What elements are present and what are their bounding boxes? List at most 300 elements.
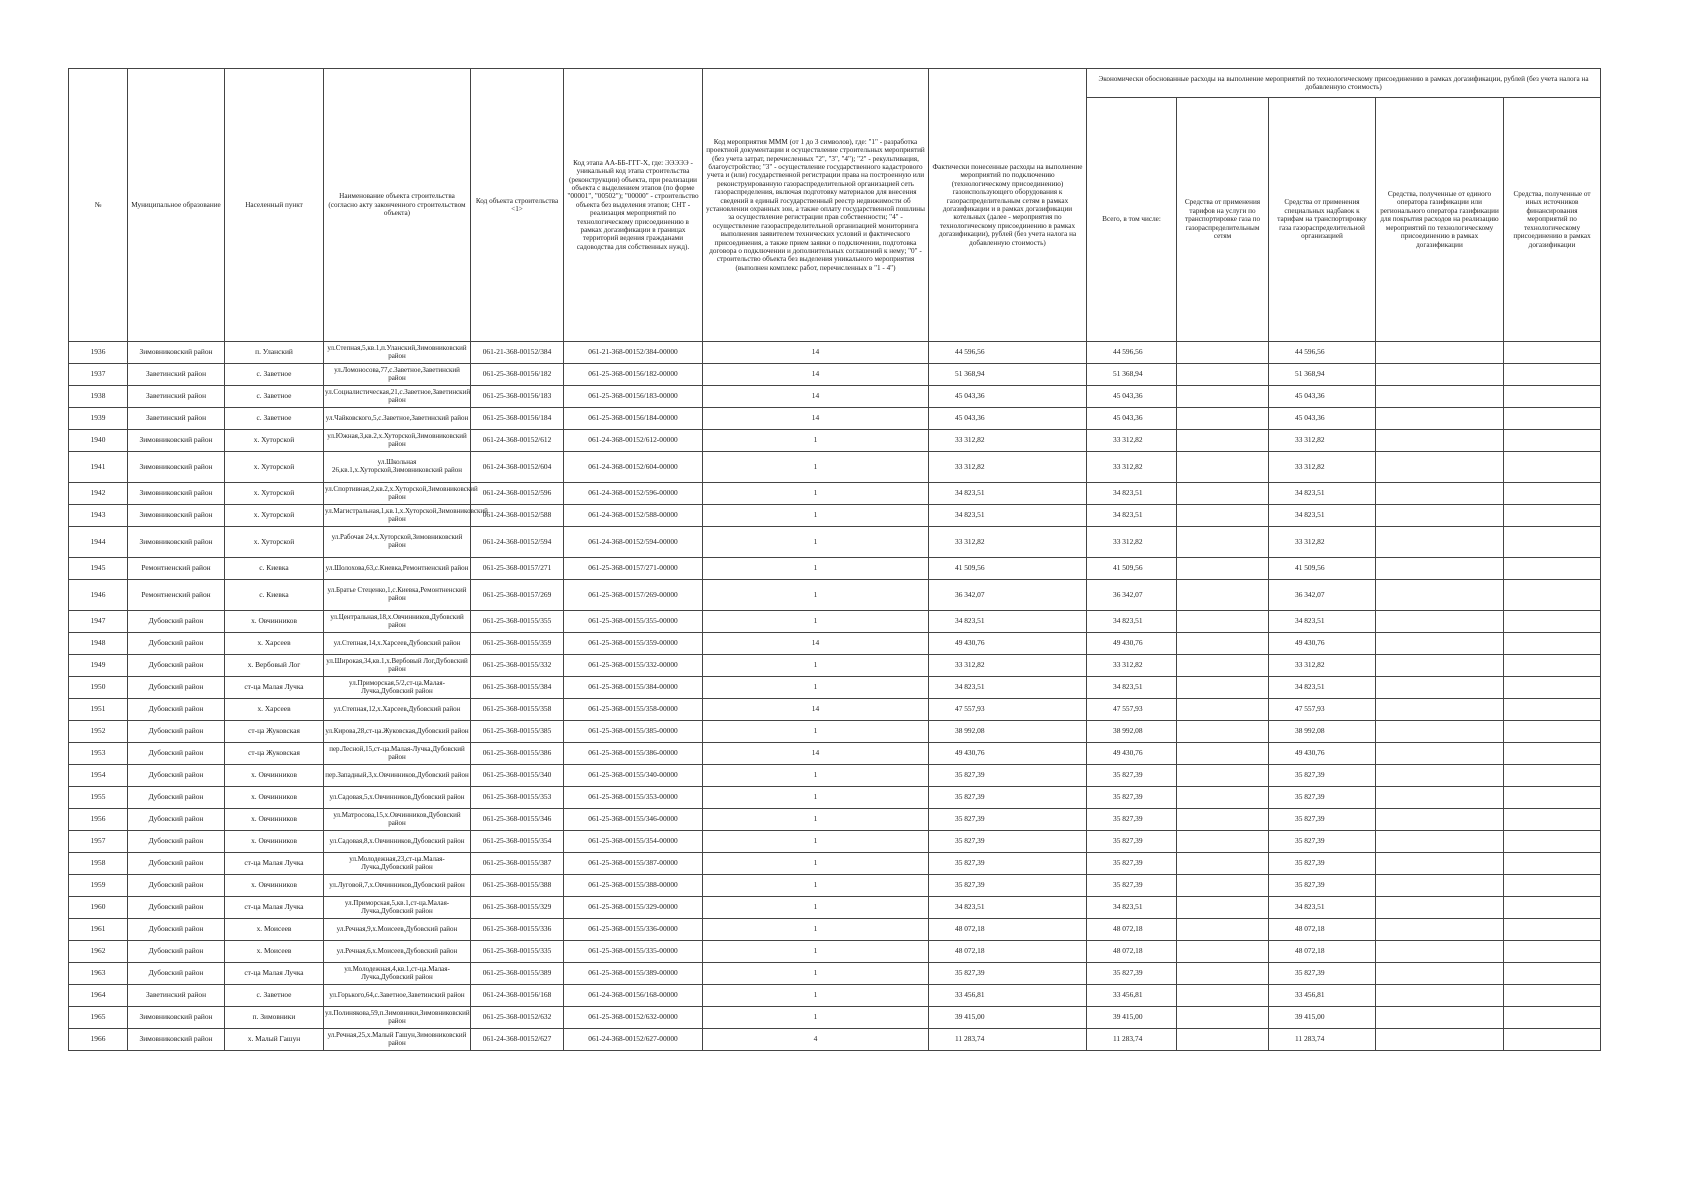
cell-other [1504, 699, 1601, 721]
cell-tariff [1177, 699, 1269, 721]
cell-municipality: Дубовский район [128, 743, 225, 765]
table-row [69, 342, 1601, 364]
cell-settlement: х. Овчинников [225, 831, 324, 853]
cell-other [1504, 765, 1601, 787]
cell-tariff [1177, 721, 1269, 743]
cell-municipality: Дубовский район [128, 655, 225, 677]
cell-operator [1376, 1029, 1504, 1051]
cell-stage-code: 061-25-368-00155/385-00000 [564, 721, 703, 743]
table-row [69, 430, 1601, 452]
header-object-code: Код объекта строительства <1> [471, 69, 564, 342]
cell-tariff [1177, 505, 1269, 527]
cell-municipality: Заветинский район [128, 364, 225, 386]
cell-actual-costs: 47 557,93 [929, 699, 1087, 721]
cell-total: 39 415,00 [1087, 1007, 1177, 1029]
cell-object-code: 061-25-368-00155/389 [471, 963, 564, 985]
cell-total: 35 827,39 [1087, 787, 1177, 809]
cell-other [1504, 919, 1601, 941]
cell-stage-code: 061-25-368-00155/332-00000 [564, 655, 703, 677]
cell-other [1504, 985, 1601, 1007]
cell-tariff [1177, 743, 1269, 765]
cell-settlement: х. Овчинников [225, 787, 324, 809]
cell-no: 1959 [69, 875, 128, 897]
cell-operator [1376, 1007, 1504, 1029]
cell-stage-code: 061-24-368-00152/604-00000 [564, 452, 703, 483]
cell-surcharge: 33 312,82 [1269, 655, 1376, 677]
cell-other [1504, 677, 1601, 699]
table-row [69, 558, 1601, 580]
cell-actual-costs: 34 823,51 [929, 505, 1087, 527]
cell-other [1504, 1007, 1601, 1029]
cell-stage-code: 061-25-368-00157/269-00000 [564, 580, 703, 611]
cell-operator [1376, 765, 1504, 787]
cell-municipality: Дубовский район [128, 831, 225, 853]
cell-tariff [1177, 580, 1269, 611]
cell-municipality: Зимовниковский район [128, 452, 225, 483]
cell-operator [1376, 853, 1504, 875]
cell-tariff [1177, 919, 1269, 941]
cell-settlement: х. Овчинников [225, 875, 324, 897]
cell-municipality: Дубовский район [128, 919, 225, 941]
cell-operator [1376, 985, 1504, 1007]
cell-operator [1376, 386, 1504, 408]
cell-total: 41 509,56 [1087, 558, 1177, 580]
cell-total: 33 312,82 [1087, 452, 1177, 483]
cell-object-name: ул.Магистральная,1,кв.1,х.Хуторской,Зимовниковский район [324, 505, 471, 527]
cell-settlement: х. Вербовый Лог [225, 655, 324, 677]
cell-tariff [1177, 853, 1269, 875]
cell-actual-costs: 49 430,76 [929, 743, 1087, 765]
cell-object-code: 061-25-368-00155/335 [471, 941, 564, 963]
cell-municipality: Ремонтненский район [128, 580, 225, 611]
cell-no: 1949 [69, 655, 128, 677]
cell-other [1504, 430, 1601, 452]
table-row [69, 985, 1601, 1007]
cell-object-name: ул.Матросова,15,х.Овчинников,Дубовский район [324, 809, 471, 831]
cell-object-code: 061-25-368-00157/269 [471, 580, 564, 611]
cell-tariff [1177, 408, 1269, 430]
cell-event-code: 1 [703, 765, 929, 787]
cell-surcharge: 41 509,56 [1269, 558, 1376, 580]
table-row [69, 1007, 1601, 1029]
cell-municipality: Дубовский район [128, 875, 225, 897]
cell-actual-costs: 33 312,82 [929, 527, 1087, 558]
cell-object-name: ул.Школьная 26,кв.1,х.Хуторской,Зимовниковский район [324, 452, 471, 483]
cell-operator [1376, 831, 1504, 853]
cell-event-code: 1 [703, 452, 929, 483]
cell-total: 35 827,39 [1087, 809, 1177, 831]
cell-object-name: ул.Социалистическая,21,с.Заветное,Заветинский район [324, 386, 471, 408]
cell-other [1504, 655, 1601, 677]
cell-actual-costs: 39 415,00 [929, 1007, 1087, 1029]
cell-event-code: 1 [703, 611, 929, 633]
cell-event-code: 1 [703, 483, 929, 505]
cell-no: 1955 [69, 787, 128, 809]
cell-surcharge: 35 827,39 [1269, 831, 1376, 853]
cell-actual-costs: 35 827,39 [929, 853, 1087, 875]
cell-total: 35 827,39 [1087, 765, 1177, 787]
cell-municipality: Зимовниковский район [128, 1029, 225, 1051]
table-row [69, 897, 1601, 919]
cell-actual-costs: 33 312,82 [929, 430, 1087, 452]
cell-actual-costs: 51 368,94 [929, 364, 1087, 386]
cell-tariff [1177, 558, 1269, 580]
cell-object-name: ул.Приморская,5,кв.1,ст-ца.Малая-Лучка,Дубовский район [324, 897, 471, 919]
cell-stage-code: 061-25-368-00155/329-00000 [564, 897, 703, 919]
cell-stage-code: 061-25-368-00157/271-00000 [564, 558, 703, 580]
cell-other [1504, 452, 1601, 483]
table-row [69, 787, 1601, 809]
cell-total: 38 992,08 [1087, 721, 1177, 743]
cell-object-name: ул.Широкая,34,кв.1,х.Вербовый Лог,Дубовский район [324, 655, 471, 677]
cell-no: 1956 [69, 809, 128, 831]
cell-event-code: 1 [703, 655, 929, 677]
cell-no: 1947 [69, 611, 128, 633]
cell-municipality: Зимовниковский район [128, 483, 225, 505]
cell-municipality: Зимовниковский район [128, 1007, 225, 1029]
cell-no: 1946 [69, 580, 128, 611]
cell-settlement: ст-ца Малая Лучка [225, 677, 324, 699]
cell-other [1504, 633, 1601, 655]
cell-tariff [1177, 633, 1269, 655]
cell-no: 1950 [69, 677, 128, 699]
cell-stage-code: 061-21-368-00152/384-00000 [564, 342, 703, 364]
cell-actual-costs: 35 827,39 [929, 809, 1087, 831]
cell-stage-code: 061-25-368-00155/389-00000 [564, 963, 703, 985]
cell-no: 1940 [69, 430, 128, 452]
cell-object-code: 061-25-368-00152/632 [471, 1007, 564, 1029]
table-row [69, 721, 1601, 743]
cell-settlement: п. Зимовники [225, 1007, 324, 1029]
cell-operator [1376, 963, 1504, 985]
cell-tariff [1177, 985, 1269, 1007]
table-row [69, 853, 1601, 875]
cell-tariff [1177, 941, 1269, 963]
cell-object-name: ул.Рабочая 24,х.Хуторской,Зимовниковский район [324, 527, 471, 558]
cell-actual-costs: 34 823,51 [929, 677, 1087, 699]
cell-other [1504, 875, 1601, 897]
cell-other [1504, 743, 1601, 765]
cell-no: 1954 [69, 765, 128, 787]
cell-object-code: 061-24-368-00152/604 [471, 452, 564, 483]
cell-stage-code: 061-25-368-00152/632-00000 [564, 1007, 703, 1029]
cell-tariff [1177, 611, 1269, 633]
cell-object-code: 061-24-368-00152/612 [471, 430, 564, 452]
cell-object-name: ул.Речная,6,х.Моисеев,Дубовский район [324, 941, 471, 963]
cell-total: 45 043,36 [1087, 408, 1177, 430]
cell-stage-code: 061-25-368-00156/183-00000 [564, 386, 703, 408]
cell-settlement: х. Хуторской [225, 505, 324, 527]
cell-other [1504, 941, 1601, 963]
cell-tariff [1177, 483, 1269, 505]
cell-tariff [1177, 342, 1269, 364]
cell-surcharge: 47 557,93 [1269, 699, 1376, 721]
cell-settlement: с. Заветное [225, 364, 324, 386]
cell-object-code: 061-24-368-00152/627 [471, 1029, 564, 1051]
table-row [69, 408, 1601, 430]
cell-no: 1936 [69, 342, 128, 364]
cell-total: 49 430,76 [1087, 633, 1177, 655]
cell-no: 1944 [69, 527, 128, 558]
cell-operator [1376, 919, 1504, 941]
cell-surcharge: 34 823,51 [1269, 897, 1376, 919]
cell-no: 1943 [69, 505, 128, 527]
cell-other [1504, 408, 1601, 430]
cell-total: 35 827,39 [1087, 853, 1177, 875]
cell-no: 1939 [69, 408, 128, 430]
cell-surcharge: 36 342,07 [1269, 580, 1376, 611]
cell-operator [1376, 558, 1504, 580]
cell-actual-costs: 33 312,82 [929, 655, 1087, 677]
cell-total: 35 827,39 [1087, 875, 1177, 897]
cell-surcharge: 49 430,76 [1269, 743, 1376, 765]
cell-object-name: ул.Садовая,5,х.Овчинников,Дубовский район [324, 787, 471, 809]
cell-event-code: 1 [703, 941, 929, 963]
cell-actual-costs: 33 456,81 [929, 985, 1087, 1007]
cell-other [1504, 1029, 1601, 1051]
cell-operator [1376, 505, 1504, 527]
cell-surcharge: 35 827,39 [1269, 963, 1376, 985]
cell-municipality: Дубовский район [128, 809, 225, 831]
cell-object-name: ул.Степная,5,кв.1,п.Уланский,Зимовниковский район [324, 342, 471, 364]
cell-no: 1957 [69, 831, 128, 853]
cell-tariff [1177, 1007, 1269, 1029]
cell-actual-costs: 35 827,39 [929, 963, 1087, 985]
cell-event-code: 1 [703, 721, 929, 743]
cell-tariff [1177, 677, 1269, 699]
cell-object-code: 061-24-368-00156/168 [471, 985, 564, 1007]
cell-settlement: с. Заветное [225, 408, 324, 430]
cell-surcharge: 34 823,51 [1269, 483, 1376, 505]
cell-object-name: пер.Западный,3,х.Овчинников,Дубовский район [324, 765, 471, 787]
cell-event-code: 1 [703, 580, 929, 611]
cell-event-code: 1 [703, 919, 929, 941]
cell-stage-code: 061-25-368-00155/340-00000 [564, 765, 703, 787]
cell-actual-costs: 35 827,39 [929, 875, 1087, 897]
cell-tariff [1177, 831, 1269, 853]
cell-settlement: п. Уланский [225, 342, 324, 364]
cell-stage-code: 061-24-368-00152/612-00000 [564, 430, 703, 452]
header-event-code: Код мероприятия МММ (от 1 до 3 символов), где: "1" - разработка проектной документации и осуществление строительных мероприятий (без учета затрат, перечисленных "2", "3", "4"); "2" - рекультивация, благоустройство; "3" - осуществление государственного кадастрового учета и (или) государственной регистрации права на построенную или реконструированную газораспределительной организацией сеть газораспределения, включая подготовку материалов для внесения сведений в единый государственный реестр недвижимости об установлении охранных зон, а также оплату государственной пошлины за осуществление регистрации прав собственности; "4" - осуществление газораспределительной организацией мониторинга выполнения заявителем технических условий и фактического присоединения, а также прием заявки о подключении, подготовка договора о подключении и дополнительных соглашений к нему; "0" - строительство объекта без выделения уникального мероприятия (выполнен комплекс работ, перечисленных в "1 - 4") [703, 69, 929, 342]
cell-settlement: ст-ца Жуковская [225, 743, 324, 765]
cell-no: 1945 [69, 558, 128, 580]
cell-object-name: ул.Луговой,7,х.Овчинников,Дубовский район [324, 875, 471, 897]
header-municipality: Муниципальное образование [128, 69, 225, 342]
header-surcharge: Средства от применения специальных надбавок к тарифам на транспортировку газа газораспределительной организацией [1269, 98, 1376, 342]
cell-actual-costs: 48 072,18 [929, 919, 1087, 941]
cell-total: 34 823,51 [1087, 505, 1177, 527]
header-total: Всего, в том числе: [1087, 98, 1177, 342]
cell-stage-code: 061-25-368-00155/336-00000 [564, 919, 703, 941]
cell-operator [1376, 655, 1504, 677]
cell-municipality: Зимовниковский район [128, 342, 225, 364]
cell-municipality: Ремонтненский район [128, 558, 225, 580]
cell-surcharge: 34 823,51 [1269, 677, 1376, 699]
cell-event-code: 1 [703, 853, 929, 875]
cell-operator [1376, 633, 1504, 655]
cell-object-name: ул.Братье Стеценко,1,с.Киевка,Ремонтненский район [324, 580, 471, 611]
cell-tariff [1177, 765, 1269, 787]
cell-other [1504, 364, 1601, 386]
cell-total: 34 823,51 [1087, 677, 1177, 699]
cell-object-code: 061-25-368-00156/184 [471, 408, 564, 430]
cell-operator [1376, 342, 1504, 364]
cell-stage-code: 061-25-368-00155/353-00000 [564, 787, 703, 809]
cell-actual-costs: 48 072,18 [929, 941, 1087, 963]
cell-other [1504, 897, 1601, 919]
cell-operator [1376, 364, 1504, 386]
cell-object-name: ул.Горького,64,с.Заветное,Заветинский район [324, 985, 471, 1007]
cell-actual-costs: 36 342,07 [929, 580, 1087, 611]
cell-no: 1958 [69, 853, 128, 875]
cell-no: 1963 [69, 963, 128, 985]
cell-surcharge: 49 430,76 [1269, 633, 1376, 655]
cell-surcharge: 44 596,56 [1269, 342, 1376, 364]
cell-settlement: х. Хуторской [225, 527, 324, 558]
cell-total: 48 072,18 [1087, 941, 1177, 963]
cell-operator [1376, 809, 1504, 831]
cell-surcharge: 33 312,82 [1269, 527, 1376, 558]
table-row [69, 963, 1601, 985]
cell-municipality: Заветинский район [128, 408, 225, 430]
cell-no: 1966 [69, 1029, 128, 1051]
cell-municipality: Дубовский район [128, 853, 225, 875]
cell-total: 48 072,18 [1087, 919, 1177, 941]
cell-actual-costs: 34 823,51 [929, 483, 1087, 505]
table-row [69, 743, 1601, 765]
header-actual-costs: Фактически понесенные расходы на выполнение мероприятий по подключению (технологическому присоединению) газоиспользующего оборудования к газораспределительным сетям в рамках догазификации и в рамках догазификации котельных (далее - мероприятия по технологическому присоединению в рамках догазификации), рублей (без учета налога на добавленную стоимость) [929, 69, 1087, 342]
cell-operator [1376, 611, 1504, 633]
cell-surcharge: 35 827,39 [1269, 875, 1376, 897]
cell-settlement: х. Овчинников [225, 809, 324, 831]
data-table [68, 68, 1601, 1051]
header-no: № [69, 69, 128, 342]
cell-object-name: ул.Речная,9,х.Моисеев,Дубовский район [324, 919, 471, 941]
cell-municipality: Дубовский район [128, 941, 225, 963]
cell-object-code: 061-25-368-00155/353 [471, 787, 564, 809]
cell-stage-code: 061-24-368-00152/594-00000 [564, 527, 703, 558]
cell-settlement: х. Моисеев [225, 919, 324, 941]
cell-total: 51 368,94 [1087, 364, 1177, 386]
cell-tariff [1177, 452, 1269, 483]
cell-object-code: 061-25-368-00155/384 [471, 677, 564, 699]
cell-settlement: ст-ца Малая Лучка [225, 963, 324, 985]
cell-tariff [1177, 655, 1269, 677]
cell-surcharge: 34 823,51 [1269, 611, 1376, 633]
cell-object-name: ул.Молодежная,23,ст-ца.Малая-Лучка,Дубовский район [324, 853, 471, 875]
cell-stage-code: 061-25-368-00155/355-00000 [564, 611, 703, 633]
cell-surcharge: 34 823,51 [1269, 505, 1376, 527]
table-row [69, 699, 1601, 721]
cell-operator [1376, 677, 1504, 699]
cell-object-name: ул.Степная,14,х.Харсеев,Дубовский район [324, 633, 471, 655]
cell-tariff [1177, 963, 1269, 985]
cell-municipality: Дубовский район [128, 677, 225, 699]
cell-event-code: 1 [703, 1007, 929, 1029]
cell-tariff [1177, 430, 1269, 452]
cell-object-name: ул.Приморская,5/2,ст-ца.Малая-Лучка,Дубовский район [324, 677, 471, 699]
cell-object-code: 061-24-368-00152/596 [471, 483, 564, 505]
header-other: Средства, полученные от иных источников финансирования мероприятий по технологическому присоединению в рамках догазификации [1504, 98, 1601, 342]
cell-actual-costs: 45 043,36 [929, 408, 1087, 430]
cell-operator [1376, 527, 1504, 558]
cell-total: 33 312,82 [1087, 527, 1177, 558]
cell-actual-costs: 44 596,56 [929, 342, 1087, 364]
cell-municipality: Зимовниковский район [128, 527, 225, 558]
cell-municipality: Заветинский район [128, 386, 225, 408]
cell-tariff [1177, 787, 1269, 809]
cell-surcharge: 48 072,18 [1269, 941, 1376, 963]
cell-stage-code: 061-25-368-00155/335-00000 [564, 941, 703, 963]
header-settlement: Населенный пункт [225, 69, 324, 342]
cell-no: 1948 [69, 633, 128, 655]
cell-total: 11 283,74 [1087, 1029, 1177, 1051]
table-row [69, 580, 1601, 611]
cell-other [1504, 386, 1601, 408]
cell-other [1504, 787, 1601, 809]
cell-surcharge: 35 827,39 [1269, 853, 1376, 875]
cell-stage-code: 061-25-368-00155/359-00000 [564, 633, 703, 655]
cell-stage-code: 061-25-368-00155/346-00000 [564, 809, 703, 831]
cell-object-code: 061-25-368-00157/271 [471, 558, 564, 580]
cell-municipality: Заветинский район [128, 985, 225, 1007]
cell-other [1504, 853, 1601, 875]
cell-operator [1376, 941, 1504, 963]
cell-actual-costs: 45 043,36 [929, 386, 1087, 408]
header-operator: Средства, полученные от единого оператора газификации или регионального оператора газификации для покрытия расходов на реализацию мероприятий по технологическому присоединению в рамках догазификации [1376, 98, 1504, 342]
cell-other [1504, 527, 1601, 558]
cell-object-name: ул.Чайковского,5,с.Заветное,Заветинский район [324, 408, 471, 430]
cell-settlement: х. Хуторской [225, 452, 324, 483]
cell-settlement: х. Малый Гашун [225, 1029, 324, 1051]
cell-surcharge: 35 827,39 [1269, 787, 1376, 809]
cell-actual-costs: 35 827,39 [929, 831, 1087, 853]
table-row [69, 483, 1601, 505]
cell-event-code: 1 [703, 505, 929, 527]
cell-surcharge: 39 415,00 [1269, 1007, 1376, 1029]
cell-total: 47 557,93 [1087, 699, 1177, 721]
cell-surcharge: 11 283,74 [1269, 1029, 1376, 1051]
cell-object-code: 061-24-368-00152/594 [471, 527, 564, 558]
cell-settlement: ст-ца Малая Лучка [225, 897, 324, 919]
cell-no: 1937 [69, 364, 128, 386]
cell-settlement: с. Киевка [225, 558, 324, 580]
cell-total: 33 456,81 [1087, 985, 1177, 1007]
cell-no: 1941 [69, 452, 128, 483]
cell-actual-costs: 38 992,08 [929, 721, 1087, 743]
cell-object-code: 061-25-368-00155/354 [471, 831, 564, 853]
cell-municipality: Зимовниковский район [128, 505, 225, 527]
cell-event-code: 1 [703, 677, 929, 699]
cell-actual-costs: 33 312,82 [929, 452, 1087, 483]
cell-event-code: 14 [703, 386, 929, 408]
cell-settlement: с. Заветное [225, 985, 324, 1007]
table-row [69, 809, 1601, 831]
cell-other [1504, 963, 1601, 985]
cell-actual-costs: 35 827,39 [929, 787, 1087, 809]
cell-object-code: 061-25-368-00155/358 [471, 699, 564, 721]
cell-object-name: ул.Садовая,8,х.Овчинников,Дубовский район [324, 831, 471, 853]
cell-no: 1938 [69, 386, 128, 408]
cell-object-name: ул.Шолохова,63,с.Киевка,Ремонтненский район [324, 558, 471, 580]
cell-tariff [1177, 809, 1269, 831]
cell-no: 1951 [69, 699, 128, 721]
cell-total: 34 823,51 [1087, 611, 1177, 633]
cell-no: 1961 [69, 919, 128, 941]
cell-object-code: 061-25-368-00155/387 [471, 853, 564, 875]
cell-other [1504, 580, 1601, 611]
cell-event-code: 1 [703, 985, 929, 1007]
